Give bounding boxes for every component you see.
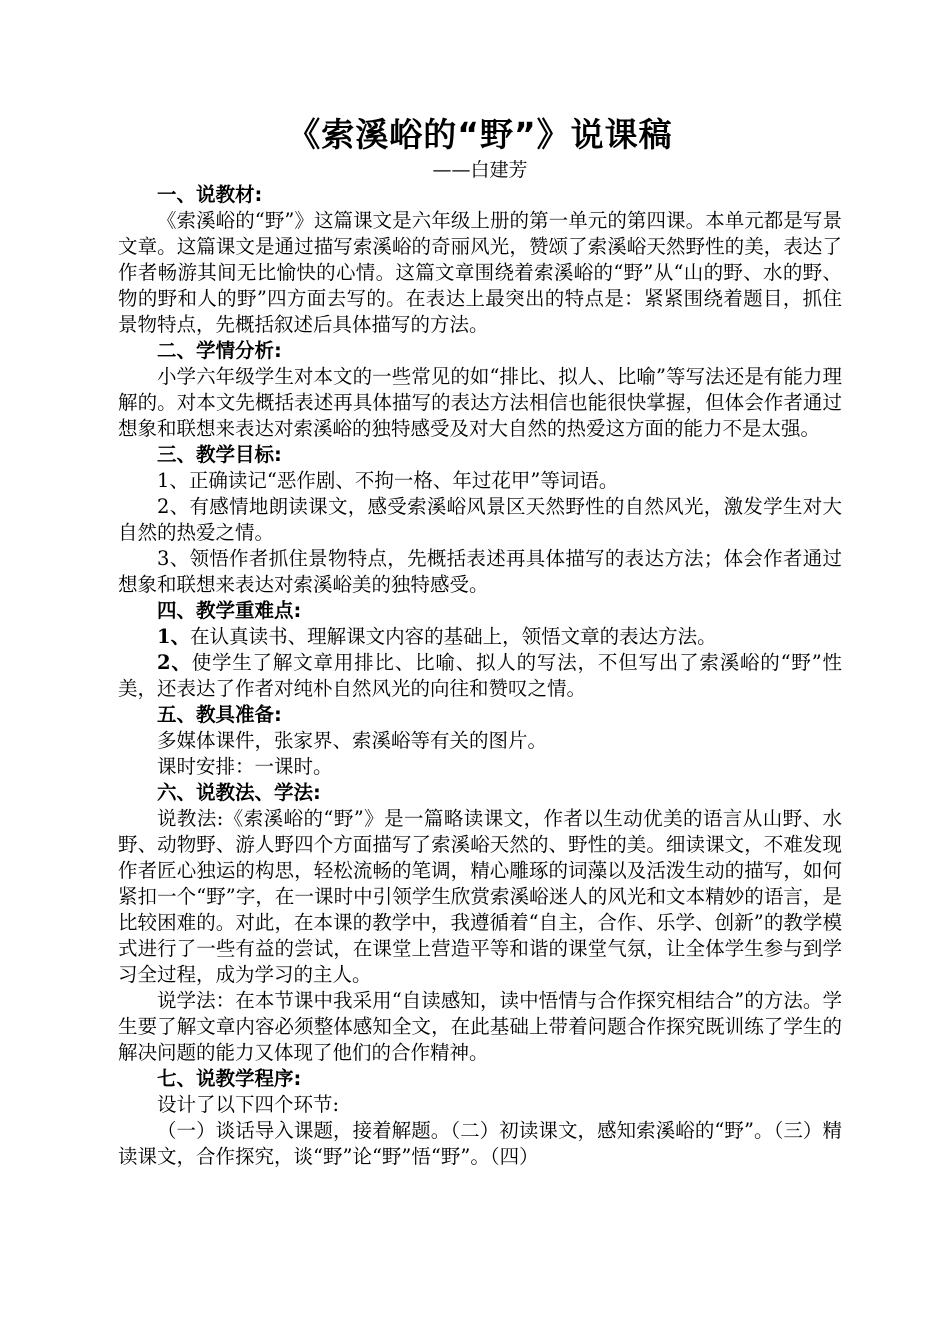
author-line: ——白建芳 — [432, 159, 528, 181]
paragraph: 多媒体课件，张家界、索溪峪等有关的图片。 — [157, 729, 548, 752]
key-point-number: 1、 — [157, 625, 191, 648]
key-point-number: 2、 — [157, 651, 192, 674]
section-heading-1: 一、说教材: — [157, 183, 263, 206]
paragraph: 课时安排：一课时。 — [157, 755, 333, 778]
key-point-item — [118, 624, 842, 650]
paragraph: 《索溪峪的“野”》这篇课文是六年级上册的第一单元的第四课。本单元都是写景文章。这篇课文是通过描写索溪峪的奇丽风光，赞颂了索溪峪天然野性的美，表达了作者畅游其间无比愉快的心情。这篇文章围绕着索溪峪的“野”从“山的野、水的野、物的野和人的野”四方面去写的。在表达上最突出的特点是：紧紧围绕着题目，抓住景物特点，先概括叙述后具体描写的方法。 — [118, 209, 842, 336]
key-point-text: 使学生了解文章用排比、比喻、拟人的写法，不但写出了索溪峪的“野”性美，还表达了作者对纯朴自然风光的向往和赞叹之情。 — [118, 651, 842, 700]
section-heading-7: 七、说教学程序: — [157, 1067, 302, 1090]
section-heading-6: 六、说教法、学法: — [157, 781, 321, 804]
paragraph: （一）谈话导入课题，接着解题。（二）初读课文，感知索溪峪的“野”。（三）精读课文，合作探究，谈“野”论“野”悟“野”。（四） — [118, 1119, 842, 1168]
key-point-item — [118, 650, 842, 702]
paragraph: 设计了以下四个环节: — [157, 1093, 340, 1116]
objective-item: 3、领悟作者抓住景物特点，先概括表述再具体描写的表达方法；体会作者通过想象和联想来表达对索溪峪美的独特感受。 — [118, 547, 842, 596]
document-title: 《索溪峪的“野”》说课稿 — [287, 115, 673, 154]
section-heading-2: 二、学情分析: — [157, 339, 282, 362]
key-point-text: 在认真读书、理解课文内容的基础上，领悟文章的表达方法。 — [190, 625, 717, 648]
paragraph: 说学法：在本节课中我采用“自读感知，读中悟情与合作探究相结合”的方法。学生要了解文章内容必须整体感知全文，在此基础上带着问题合作探究既训练了学生的解决问题的能力又体现了他们的合作精神。 — [118, 989, 842, 1064]
objective-item: 1、正确读记“恶作剧、不拘一格、年过花甲”等词语。 — [157, 469, 619, 492]
document-page — [118, 112, 842, 1170]
paragraph: 说教法:《索溪峪的“野”》是一篇略读课文，作者以生动优美的语言从山野、水野、动物野、游人野四个方面描写了索溪峪天然的、野性的美。细读课文，不难发现作者匠心独运的构思，轻松流畅的笔调，精心雕琢的词藻以及活泼生动的描写，如何紧扣一个“野”字，在一课时中引领学生欣赏索溪峪迷人的风光和文本精妙的语言，是比较困难的。对此，在本课的教学中，我遵循着“自主，合作、乐学、创新”的教学模式进行了一些有益的尝试，在课堂上营造平等和谐的课堂气氛，让全体学生参与到学习全过程，成为学习的主人。 — [118, 807, 842, 986]
section-heading-3: 三、教学目标: — [157, 443, 282, 466]
section-heading-4: 四、教学重难点: — [157, 599, 302, 622]
objective-item: 2、有感情地朗读课文，感受索溪峪风景区天然野性的自然风光，激发学生对大自然的热爱之情。 — [118, 495, 842, 544]
section-heading-5: 五、教具准备: — [157, 703, 282, 726]
paragraph: 小学六年级学生对本文的一些常见的如“排比、拟人、比喻”等写法还是有能力理解的。对本文先概括表述再具体描写的表达方法相信也能很快掌握，但体会作者通过想象和联想来表达对索溪峪的独特感受及对大自然的热爱这方面的能力不是太强。 — [118, 365, 842, 440]
